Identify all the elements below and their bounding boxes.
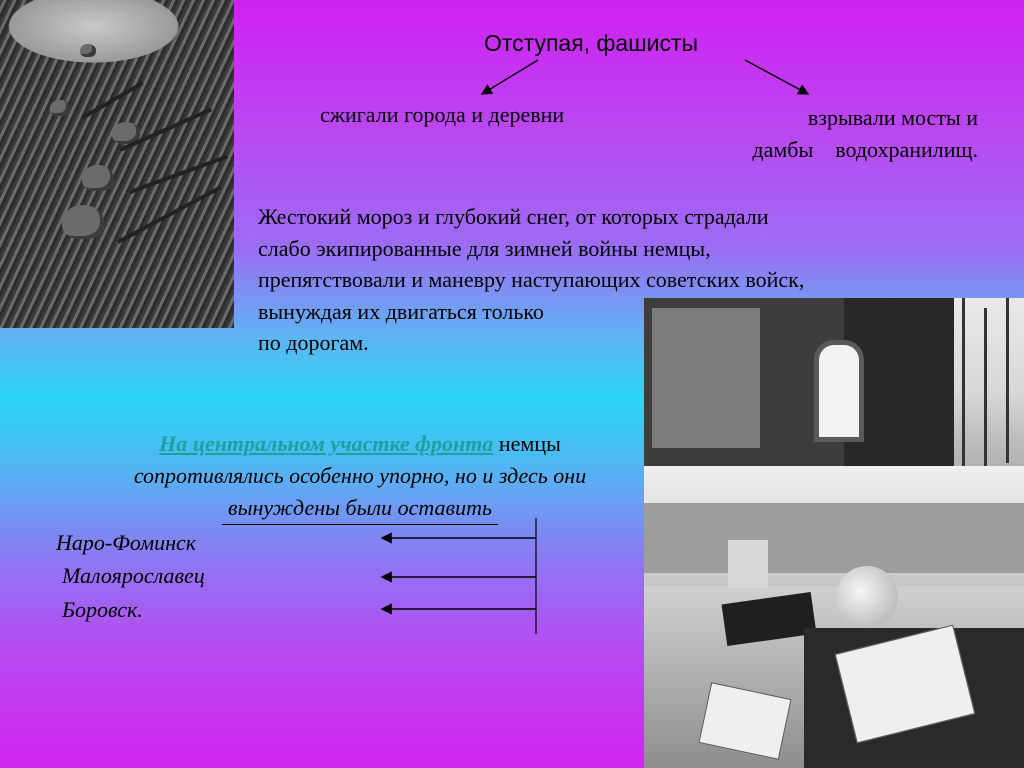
branch-right-line1: взрывали мосты и (807, 105, 978, 130)
front-after-link: немцы (493, 431, 561, 456)
paragraph-line: по дорогам. (258, 330, 369, 355)
paragraph-line: вынуждая их двигаться только (258, 298, 544, 324)
city-maloyaroslavets: Малоярославец (62, 563, 205, 588)
branch-right-line2: дамбы водохранилищ. (752, 137, 978, 162)
branch-blew-bridges (686, 102, 978, 166)
city-naro-fominsk: Наро-Фоминск (56, 530, 197, 555)
arrow-left-icon (482, 60, 538, 94)
central-front-text (55, 428, 665, 525)
front-line2: сопротивлялись особенно упорно, но и здесь они (133, 463, 587, 488)
paragraph-line: препятствовали и маневру наступающих советских войск, (258, 267, 805, 292)
paragraph-line: Жестокий мороз и глубокий снег, от которых страдали (258, 204, 769, 229)
city-borovsk: Боровск. (62, 597, 143, 622)
slide-title: Отступая, фашисты (484, 30, 699, 56)
paragraph-line: слабо экипированные для зимней войны немцы, (258, 235, 711, 261)
branch-burned-cities: сжигали города и деревни (320, 102, 565, 127)
frost-paragraph (258, 201, 978, 359)
front-line3: вынуждены были оставить (222, 492, 498, 525)
central-front-link[interactable]: На центральном участке фронта (159, 431, 494, 456)
arrow-right-icon (745, 60, 808, 94)
